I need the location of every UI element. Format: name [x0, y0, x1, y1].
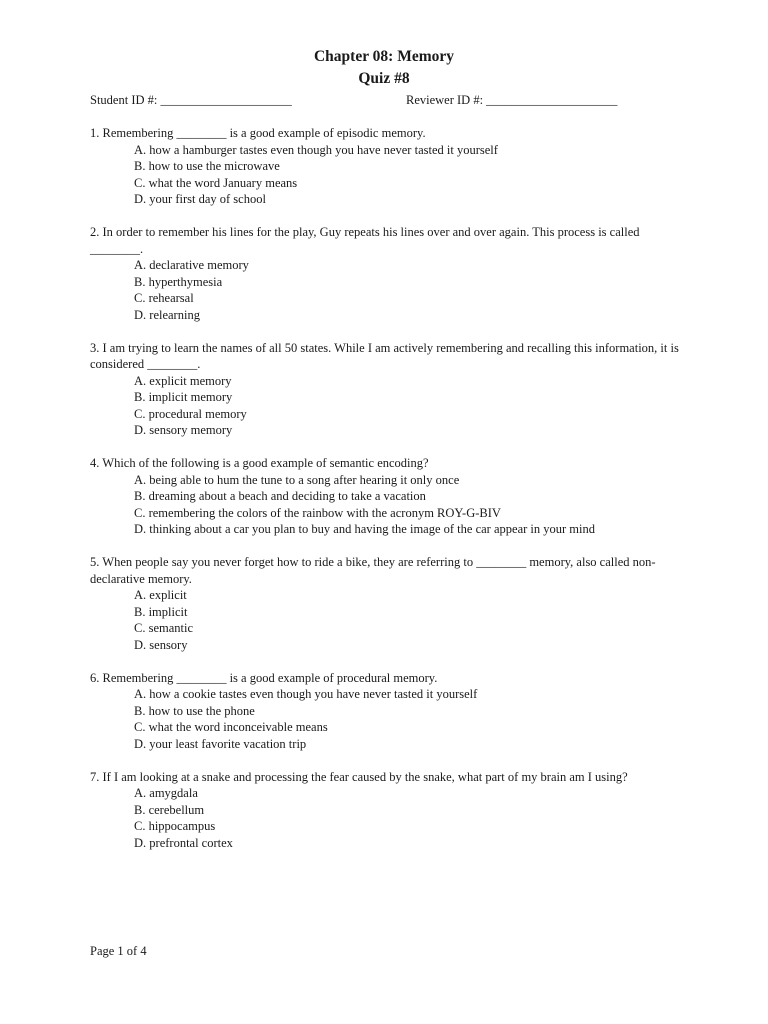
question-6: [90, 670, 680, 753]
option-a: A. how a hamburger tastes even though you have never tasted it yourself: [134, 142, 498, 157]
question-list: [90, 125, 680, 868]
option-d: D. relearning: [134, 307, 200, 322]
option-list: [90, 373, 680, 439]
option-b: B. implicit memory: [134, 390, 233, 404]
option-c: C. rehearsal: [134, 291, 194, 305]
question-2: [90, 224, 680, 323]
option-d: D. thinking about a car you plan to buy and having the image of the car appear in your mind: [134, 522, 595, 536]
option-a: A. being able to hum the tune to a song after hearing it only once: [134, 472, 460, 487]
question-7: [90, 769, 680, 852]
question-5: [90, 554, 680, 653]
option-c: C. hippocampus: [134, 819, 216, 833]
option-c: C. remembering the colors of the rainbow with the acronym ROY-G-BIV: [134, 505, 501, 520]
option-b: B. implicit: [134, 604, 188, 619]
reviewer-id-field: Reviewer ID #: _____________________: [406, 93, 618, 107]
option-d: D. your least favorite vacation trip: [134, 736, 307, 751]
option-b: B. dreaming about a beach and deciding to take a vacation: [134, 489, 426, 503]
question-stem: 7. If I am looking at a snake and processing the fear caused by the snake, what part of my brain am I using?: [90, 769, 628, 784]
option-list: [90, 785, 680, 851]
option-d: D. prefrontal cortex: [134, 835, 233, 850]
document-title: Chapter 08: Memory: [313, 48, 455, 65]
option-a: A. explicit memory: [134, 373, 232, 388]
option-b: B. hyperthymesia: [134, 274, 223, 289]
document-subtitle: Quiz #8: [358, 70, 410, 87]
option-list: [90, 686, 680, 752]
question-4: [90, 455, 680, 538]
option-c: C. semantic: [134, 621, 194, 635]
question-stem: 6. Remembering ________ is a good example of procedural memory.: [90, 670, 438, 685]
option-b: B. how to use the microwave: [134, 159, 280, 173]
question-stem: 4. Which of the following is a good example of semantic encoding?: [90, 456, 429, 470]
question-stem: 5. When people say you never forget how to ride a bike, they are referring to ________ memory, also called non-declarative memory.: [90, 555, 656, 586]
question-3: [90, 340, 680, 439]
option-list: [90, 587, 680, 653]
question-stem: 3. I am trying to learn the names of all 50 states. While I am actively remembering and recalling this information, it is considered ________.: [90, 340, 679, 371]
option-a: A. declarative memory: [134, 258, 249, 272]
option-list: [90, 472, 680, 538]
option-d: D. sensory memory: [134, 423, 233, 437]
page-number: Page 1 of 4: [90, 944, 147, 958]
option-b: B. how to use the phone: [134, 703, 255, 718]
option-c: C. what the word January means: [134, 175, 298, 190]
option-a: A. explicit: [134, 588, 187, 602]
student-id-field: Student ID #: _____________________: [90, 93, 292, 107]
question-stem: 2. In order to remember his lines for the play, Guy repeats his lines over and over again. This process is called ________.: [90, 225, 640, 256]
option-c: C. what the word inconceivable means: [134, 720, 328, 734]
option-list: [90, 257, 680, 323]
option-d: D. sensory: [134, 637, 188, 652]
option-a: A. how a cookie tastes even though you have never tasted it yourself: [134, 687, 478, 701]
option-b: B. cerebellum: [134, 802, 205, 817]
option-c: C. procedural memory: [134, 406, 247, 421]
option-a: A. amygdala: [134, 786, 198, 800]
question-1: [90, 125, 680, 208]
question-stem: 1. Remembering ________ is a good example of episodic memory.: [90, 126, 426, 140]
option-list: [90, 142, 680, 208]
option-d: D. your first day of school: [134, 192, 266, 206]
